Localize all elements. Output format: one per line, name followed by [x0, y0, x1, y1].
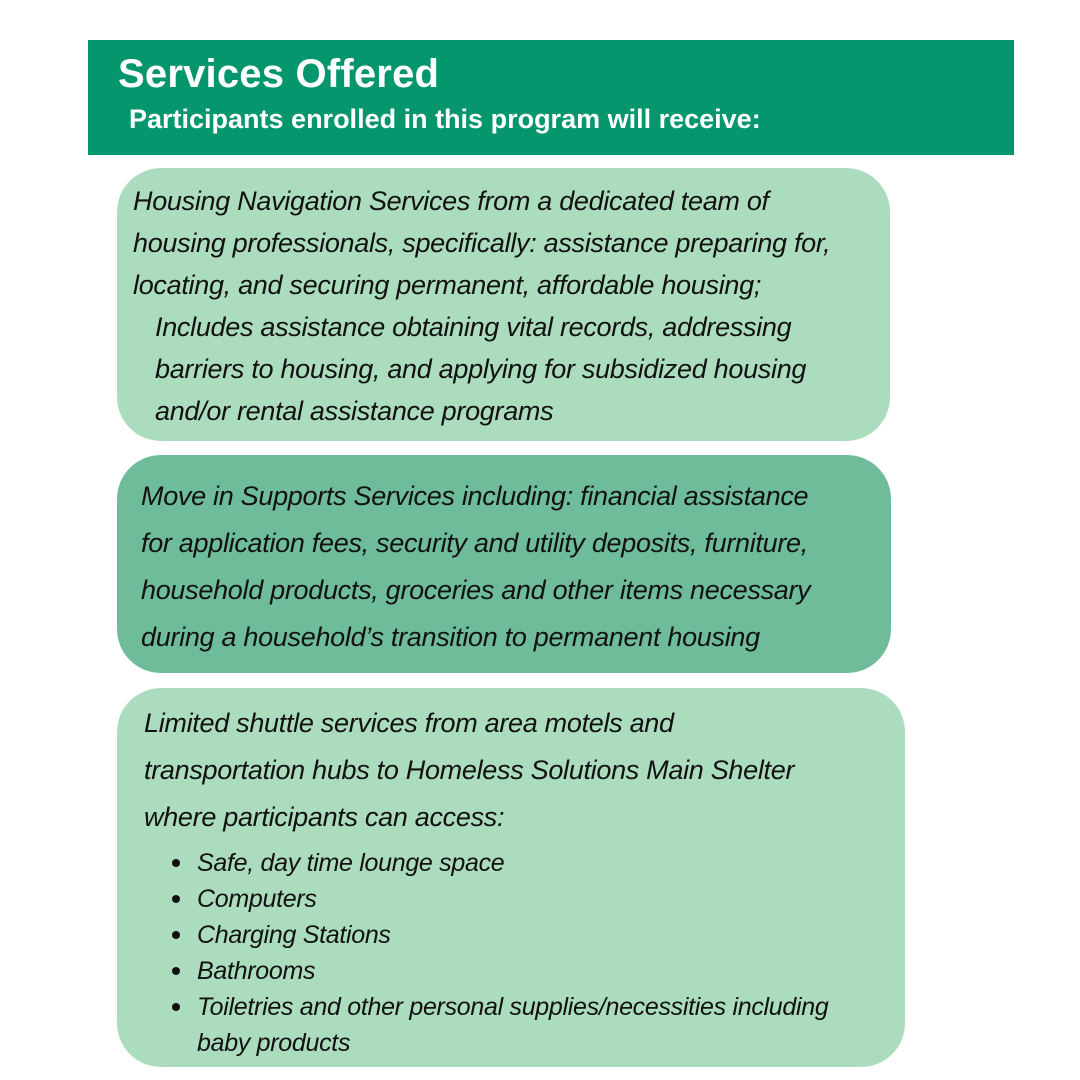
list-item-text: Bathrooms	[197, 957, 316, 985]
page-title: Services Offered	[118, 52, 440, 96]
move-in-supports-card	[117, 455, 891, 673]
bullet-icon	[172, 859, 180, 867]
card-text-line: locating, and securing permanent, affordable housing;	[133, 270, 762, 300]
list-item-text: Charging Stations	[197, 921, 391, 949]
card-text-line: Limited shuttle services from area motels and	[144, 708, 674, 738]
list-item-text: Computers	[197, 885, 317, 913]
card-subtext-line: and/or rental assistance programs	[155, 396, 554, 426]
card-text-line: where participants can access:	[144, 802, 505, 832]
housing-navigation-card	[117, 168, 890, 441]
list-item	[170, 989, 905, 1061]
bullet-icon	[172, 931, 180, 939]
card-subtext-line: Includes assistance obtaining vital records, addressing	[155, 312, 792, 342]
card-text-line: Housing Navigation Services from a dedicated team of	[133, 186, 769, 216]
services-header	[88, 40, 1014, 155]
card-text-line: household products, groceries and other items necessary	[141, 575, 811, 605]
list-item	[170, 953, 905, 989]
list-item-text: Safe, day time lounge space	[197, 849, 505, 877]
list-item-text: Toiletries and other personal supplies/necessities including	[197, 993, 829, 1021]
shuttle-services-card	[117, 688, 905, 1067]
list-item-text-continued: baby products	[197, 1029, 351, 1057]
card-subtext-line: barriers to housing, and applying for subsidized housing	[155, 354, 807, 384]
card-text-line: for application fees, security and utility deposits, furniture,	[141, 528, 808, 558]
bullet-icon	[172, 967, 180, 975]
list-item	[170, 881, 905, 917]
bullet-icon	[172, 1003, 180, 1011]
card-text-line: Move in Supports Services including: financial assistance	[141, 481, 809, 511]
list-item	[170, 845, 905, 881]
bullet-icon	[172, 895, 180, 903]
card-text-line: housing professionals, specifically: assistance preparing for,	[133, 228, 831, 258]
page-subtitle: Participants enrolled in this program will receive:	[129, 104, 761, 134]
list-item	[170, 917, 905, 953]
card-text-line: during a household’s transition to permanent housing	[141, 622, 760, 652]
card-text-line: transportation hubs to Homeless Solutions Main Shelter	[144, 755, 795, 785]
amenities-list	[144, 845, 905, 1061]
